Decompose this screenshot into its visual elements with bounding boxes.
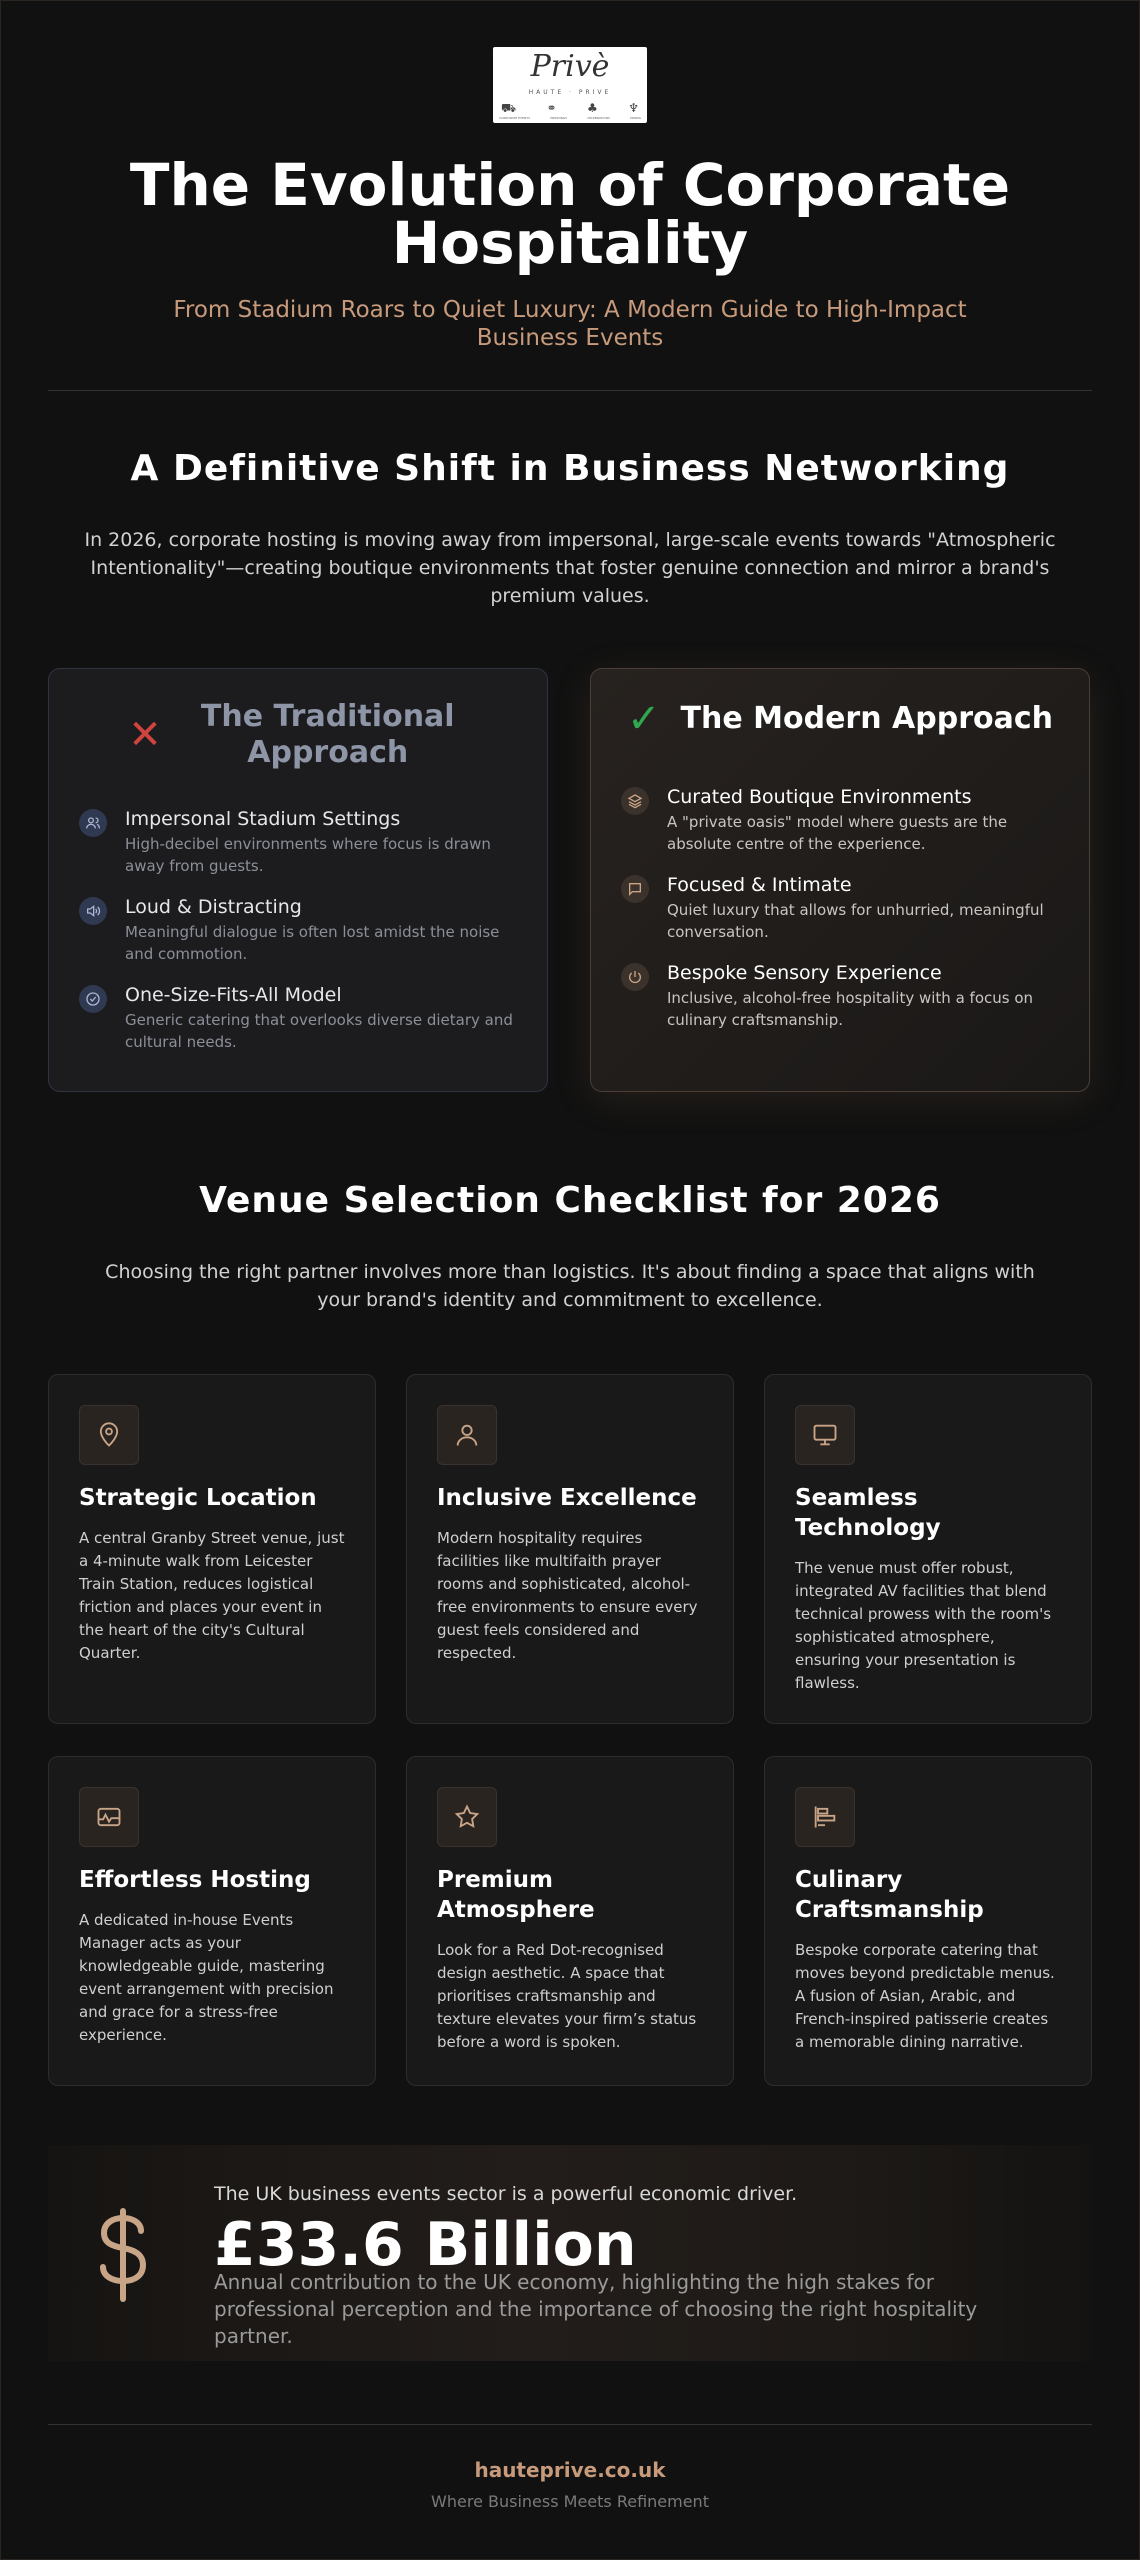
- checklist-card: [48, 1374, 376, 1724]
- stat-value: £33.6 Billion: [214, 2210, 637, 2280]
- dollar-icon: [93, 2205, 153, 2305]
- item-desc: Meaningful dialogue is often lost amidst the noise and commotion.: [125, 923, 500, 963]
- item-title: Loud & Distracting: [125, 896, 302, 918]
- card-desc: A dedicated in-house Events Manager acts as your knowledgeable guide, mastering event arrangement with precision and grace for a stress-free experience.: [79, 1911, 334, 2044]
- logo-caption: CORPORATE EVENTS: [499, 116, 530, 120]
- card-desc: Bespoke corporate catering that moves beyond predictable menus. A fusion of Asian, Arabic, and French-inspired patisserie creates a memorable dining narrative.: [795, 1941, 1055, 2051]
- item-desc: A "private oasis" model where guests are the absolute centre of the experience.: [667, 813, 1008, 853]
- message-icon: [621, 875, 649, 903]
- checklist-card: [406, 1374, 734, 1724]
- logo-icons: [501, 101, 639, 117]
- item-desc: Inclusive, alcohol-free hospitality with a focus on culinary craftsmanship.: [667, 989, 1034, 1029]
- checklist-intro: Choosing the right partner involves more than logistics. It's about finding a space that aligns with your brand's identity and commitment to excellence.: [105, 1261, 1035, 1311]
- item-title: Curated Boutique Environments: [667, 786, 972, 808]
- check-circle-icon: [79, 985, 107, 1013]
- logo-caption: CELEBRATIONS: [587, 116, 610, 120]
- modern-list: [621, 785, 1065, 1049]
- economic-stat: [48, 2145, 1092, 2361]
- layers-icon: [621, 787, 649, 815]
- modern-panel: [590, 668, 1090, 1092]
- item-title: One-Size-Fits-All Model: [125, 984, 342, 1006]
- traditional-panel: [48, 668, 548, 1092]
- card-title: Effortless Hosting: [79, 1867, 311, 1893]
- footer-site-link[interactable]: hauteprive.co.uk: [474, 2458, 666, 2482]
- card-title: Seamless Technology: [795, 1485, 941, 1541]
- modern-header: [591, 696, 1089, 742]
- card-desc: Look for a Red Dot-recognised design aesthetic. A space that prioritises craftsmanship and texture elevates your firm’s status before a word is spoken.: [437, 1941, 697, 2051]
- card-desc: Modern hospitality requires facilities like multifaith prayer rooms and sophisticated, alcohol-free environments to ensure every guest feels considered and respected.: [437, 1529, 698, 1662]
- traditional-title: The Traditional Approach: [200, 699, 455, 770]
- card-title: Premium Atmosphere: [437, 1867, 595, 1923]
- star-icon: [437, 1787, 497, 1847]
- glass-icon: ♆: [628, 101, 639, 115]
- traditional-header: [49, 699, 547, 771]
- rings-icon: ⚭: [546, 101, 557, 115]
- inbox-activity-icon: [79, 1787, 139, 1847]
- list-item: [79, 895, 523, 965]
- align-icon: [795, 1787, 855, 1847]
- party-icon: ♣: [587, 101, 598, 115]
- checklist-card: [764, 1756, 1092, 2086]
- car-icon: ⛟: [501, 101, 517, 115]
- list-item: [79, 807, 523, 877]
- card-desc: The venue must offer robust, integrated AV facilities that blend technical prowess with the room's sophisticated atmosphere, ensuring your presentation is flawless.: [795, 1559, 1052, 1692]
- page-subtitle: From Stadium Roars to Quiet Luxury: A Modern Guide to High-Impact Business Events: [173, 297, 967, 351]
- page-title: The Evolution of Corporate Hospitality: [129, 151, 1011, 277]
- divider: [48, 390, 1092, 391]
- item-desc: High-decibel environments where focus is drawn away from guests.: [125, 835, 491, 875]
- power-icon: [621, 963, 649, 991]
- brand-logo: [493, 47, 647, 123]
- item-title: Impersonal Stadium Settings: [125, 808, 401, 830]
- list-item: [621, 785, 1065, 855]
- item-desc: Generic catering that overlooks diverse dietary and cultural needs.: [125, 1011, 513, 1051]
- stat-desc: Annual contribution to the UK economy, highlighting the high stakes for professional perception and the importance of choosing the right hospitality partner.: [214, 2270, 978, 2348]
- card-title: Strategic Location: [79, 1485, 317, 1511]
- list-item: [621, 873, 1065, 943]
- item-title: Bespoke Sensory Experience: [667, 962, 942, 984]
- map-pin-icon: [79, 1405, 139, 1465]
- checklist-heading: Venue Selection Checklist for 2026: [199, 1180, 941, 1221]
- users-icon: [79, 809, 107, 837]
- card-title: Inclusive Excellence: [437, 1485, 697, 1511]
- logo-caption: DINING: [630, 116, 641, 120]
- card-title: Culinary Craftsmanship: [795, 1867, 984, 1923]
- x-icon: ✕: [128, 712, 162, 758]
- divider: [48, 2424, 1092, 2425]
- modern-title: The Modern Approach: [680, 701, 1053, 736]
- logo-captions: [499, 116, 641, 120]
- user-icon: [437, 1405, 497, 1465]
- stat-lead: The UK business events sector is a powerful economic driver.: [214, 2183, 798, 2205]
- item-title: Focused & Intimate: [667, 874, 852, 896]
- footer-tagline: Where Business Meets Refinement: [431, 2492, 709, 2511]
- checklist-card: [48, 1756, 376, 2086]
- list-item: [621, 961, 1065, 1031]
- checklist-card: [764, 1374, 1092, 1724]
- list-item: [79, 983, 523, 1053]
- traditional-list: [79, 807, 523, 1071]
- shift-intro: In 2026, corporate hosting is moving away from impersonal, large-scale events towards "Atmospheric Intentionality"—creating boutique environments that foster genuine connection and mirror a brand's premium values.: [84, 529, 1056, 607]
- checklist-card: [406, 1756, 734, 2086]
- shift-heading: A Definitive Shift in Business Networking: [130, 448, 1010, 489]
- logo-script: Privè: [530, 49, 610, 84]
- logo-tagline: HAUTE · PRIVE: [528, 89, 612, 96]
- logo-caption: WEDDINGS: [550, 116, 568, 120]
- checkmark-icon: ✓: [627, 696, 661, 742]
- volume-icon: [79, 897, 107, 925]
- monitor-icon: [795, 1405, 855, 1465]
- card-desc: A central Granby Street venue, just a 4-minute walk from Leicester Train Station, reduces logistical friction and places your event in the heart of the city's Cultural Quarter.: [79, 1529, 345, 1662]
- item-desc: Quiet luxury that allows for unhurried, meaningful conversation.: [667, 901, 1044, 941]
